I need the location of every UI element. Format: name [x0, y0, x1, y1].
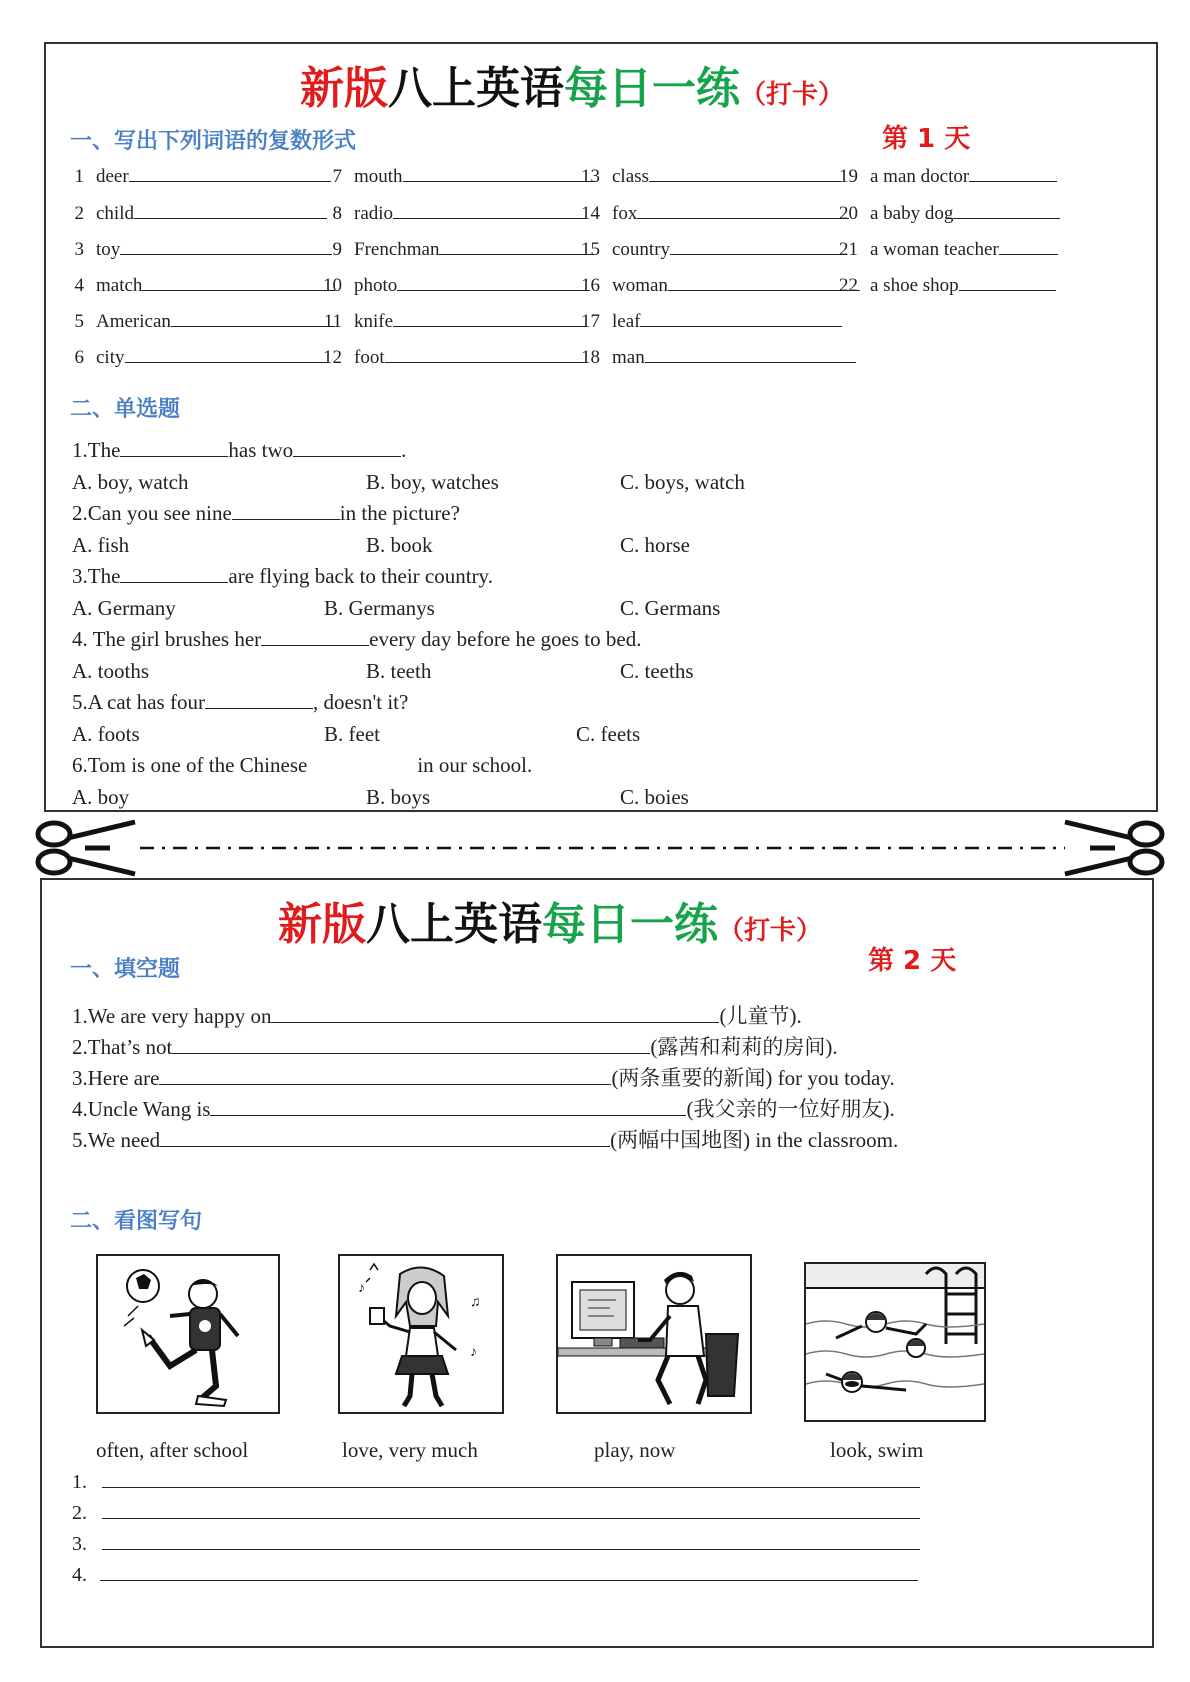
word-item: 2 child — [58, 203, 327, 225]
option-b[interactable]: B. feet — [324, 722, 380, 746]
picture-2-caption: love, very much — [342, 1438, 478, 1462]
question-2: 2.Can you see nine in the picture? — [72, 501, 460, 525]
answer-blank[interactable] — [205, 691, 313, 709]
option-c[interactable]: C. boies — [620, 785, 689, 809]
answer-line-4[interactable]: 4. — [72, 1563, 918, 1587]
word-answer-line[interactable] — [645, 347, 857, 363]
picture-1-caption: often, after school — [96, 1438, 249, 1462]
word-item: 20 a baby dog — [832, 203, 1060, 225]
word-answer-line[interactable] — [171, 311, 335, 327]
word-answer-line[interactable] — [125, 347, 327, 363]
word-item: 8 radio — [316, 203, 586, 225]
day1-section-choice: 二、单选题 — [70, 397, 181, 422]
fill-5: 5.We need (两幅中国地图) in the classroom. — [72, 1128, 899, 1152]
svg-text:♪: ♪ — [470, 1345, 477, 1360]
scissors-cut-line — [30, 818, 1170, 878]
option-c[interactable]: C. teeths — [620, 659, 694, 683]
word-item: 3 toy — [58, 239, 332, 261]
picture-4 — [804, 1262, 986, 1422]
word-answer-line[interactable] — [397, 275, 590, 291]
girl-listening-music-icon — [340, 1256, 502, 1412]
word-item: 11 knife — [316, 311, 586, 333]
question-1: 1.The has two . — [72, 438, 407, 462]
fill-2: 2.That’s not (露茜和莉莉的房间). — [72, 1035, 838, 1059]
question-6: 6.Tom is one of the Chinese in our school. — [72, 753, 533, 777]
scissors-left-icon — [38, 822, 135, 874]
option-b[interactable]: B. boys — [366, 785, 431, 809]
day2-title: 新版八上英语每日一练（打卡） — [278, 899, 823, 950]
svg-text:♫: ♫ — [470, 1295, 481, 1310]
boy-kicking-football-icon — [98, 1256, 278, 1412]
option-c[interactable]: C. boys, watch — [620, 470, 745, 494]
option-b[interactable]: B. Germanys — [324, 596, 435, 620]
picture-1 — [96, 1254, 280, 1414]
answer-blank[interactable] — [232, 502, 340, 520]
answer-blank[interactable] — [261, 628, 369, 646]
answer-line-3[interactable]: 3. — [72, 1532, 920, 1556]
picture-2 — [338, 1254, 504, 1414]
option-a[interactable]: A. Germany — [72, 596, 176, 620]
day2-label: 第 2 天 — [868, 946, 957, 976]
word-item: 1 deer — [58, 166, 331, 188]
word-answer-line[interactable] — [999, 239, 1059, 255]
children-swimming-icon — [806, 1264, 984, 1420]
option-a[interactable]: A. foots — [72, 722, 140, 746]
word-answer-line[interactable] — [142, 275, 335, 291]
fill-4: 4.Uncle Wang is (我父亲的一位好朋友). — [72, 1097, 895, 1121]
word-answer-line[interactable] — [439, 239, 594, 255]
word-item: 5 American — [58, 311, 335, 333]
word-answer-line[interactable] — [129, 166, 331, 182]
question-5: 5.A cat has four , doesn't it? — [72, 690, 409, 714]
option-c[interactable]: C. Germans — [620, 596, 721, 620]
word-answer-line[interactable] — [637, 203, 849, 219]
fill-blank[interactable] — [160, 1129, 610, 1147]
word-item: 14 fox — [574, 203, 849, 225]
picture-3-caption: play, now — [594, 1438, 676, 1462]
answer-blank[interactable] — [120, 439, 228, 457]
word-item: 12 foot — [316, 347, 587, 369]
fill-blank[interactable] — [172, 1036, 650, 1054]
option-c[interactable]: C. feets — [576, 722, 641, 746]
option-a[interactable]: A. tooths — [72, 659, 150, 683]
word-item: 6 city — [58, 347, 327, 369]
word-answer-line[interactable] — [393, 311, 586, 327]
option-b[interactable]: B. boy, watches — [366, 470, 499, 494]
word-item: 4 match — [58, 275, 335, 297]
fill-1: 1.We are very happy on (儿童节). — [72, 1004, 802, 1028]
day1-title: 新版八上英语每日一练（打卡） — [300, 63, 845, 114]
word-answer-line[interactable] — [134, 203, 327, 219]
fill-3: 3.Here are (两条重要的新闻) for you today. — [72, 1066, 895, 1090]
option-b[interactable]: B. teeth — [366, 659, 432, 683]
svg-text:♪: ♪ — [358, 1281, 365, 1296]
picture-4-caption: look, swim — [830, 1438, 924, 1462]
word-item: 7 mouth — [316, 166, 595, 188]
option-a[interactable]: A. boy — [72, 785, 130, 809]
word-item: 19 a man doctor — [832, 166, 1057, 188]
answer-line-2[interactable]: 2. — [72, 1501, 920, 1525]
word-item: 15 country — [574, 239, 844, 261]
word-item: 10 photo — [316, 275, 590, 297]
fill-blank[interactable] — [210, 1098, 686, 1116]
word-item: 21 a woman teacher — [832, 239, 1058, 261]
option-c[interactable]: C. horse — [620, 533, 690, 557]
question-3: 3.The are flying back to their country. — [72, 564, 493, 588]
word-answer-line[interactable] — [640, 311, 842, 327]
word-answer-line[interactable] — [120, 239, 332, 255]
day1-label: 第 1 天 — [882, 124, 971, 154]
word-item: 22 a shoe shop — [832, 275, 1056, 297]
option-b[interactable]: B. book — [366, 533, 433, 557]
word-answer-line[interactable] — [385, 347, 587, 363]
word-answer-line[interactable] — [649, 166, 842, 182]
day1-section-plural: 一、写出下列词语的复数形式 — [70, 129, 357, 154]
scissors-right-icon — [1065, 822, 1162, 874]
word-answer-line[interactable] — [959, 275, 1057, 291]
word-answer-line[interactable] — [403, 166, 596, 182]
fill-blank[interactable] — [271, 1005, 719, 1023]
day2-section-pictures: 二、看图写句 — [70, 1209, 203, 1234]
fill-blank[interactable] — [159, 1067, 611, 1085]
word-answer-line[interactable] — [393, 203, 586, 219]
option-a[interactable]: A. boy, watch — [72, 470, 189, 494]
word-item: 17 leaf — [574, 311, 842, 333]
question-4: 4. The girl brushes her every day before he goes to bed. — [72, 627, 642, 651]
word-item: 18 man — [574, 347, 856, 369]
answer-line-1[interactable]: 1. — [72, 1470, 920, 1494]
option-a[interactable]: A. fish — [72, 533, 130, 557]
word-answer-line[interactable] — [953, 203, 1060, 219]
word-answer-line[interactable] — [969, 166, 1057, 182]
word-item: 13 class — [574, 166, 841, 188]
picture-3 — [556, 1254, 752, 1414]
word-answer-line[interactable] — [670, 239, 844, 255]
boy-at-computer-icon — [558, 1256, 750, 1412]
word-item: 16 woman — [574, 275, 860, 297]
day2-section-fill: 一、填空题 — [70, 957, 181, 982]
answer-blank[interactable] — [293, 439, 401, 457]
word-item: 9 Frenchman — [316, 239, 594, 261]
answer-blank[interactable] — [120, 565, 228, 583]
